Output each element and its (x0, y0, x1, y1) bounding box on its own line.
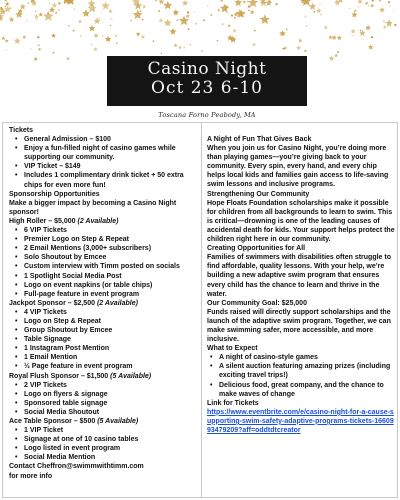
strengthening-heading: Strengthening Our Community (207, 190, 310, 198)
gold-dot-icon (269, 0, 271, 2)
vip-ticket-description: • Includes 1 complimentary drink ticket + 50 extra chips for even more fun! (9, 171, 199, 189)
gold-star-icon (183, 47, 185, 49)
gold-star-icon (217, 9, 220, 12)
gold-star-icon (66, 57, 70, 61)
gold-star-icon (52, 2, 58, 8)
gold-star-icon (82, 9, 90, 17)
gold-star-icon (285, 28, 288, 31)
gold-dot-icon (384, 22, 385, 23)
gold-dot-icon (116, 42, 118, 44)
gold-dot-icon (349, 8, 350, 9)
general-admission-description: • Enjoy a fun-filled night of casino games while supporting our community. (9, 144, 199, 162)
strengthening-paragraph: Hope Floats Foundation scholarships make it possible for children from all backgrounds to learn to swim. This is critical—drowning is one of the leading causes of accidental death for kids. Your support helps protect the children right here in our community. (207, 199, 395, 244)
jackpot-benefits (9, 308, 199, 372)
gold-star-icon (141, 35, 145, 39)
creating-opportunities-heading: Creating Opportunities for All (207, 245, 306, 253)
gold-dot-icon (47, 13, 48, 14)
gold-star-icon (74, 8, 76, 10)
gold-star-icon (250, 10, 254, 14)
gold-star-icon (9, 17, 15, 22)
benefit-item: • 2 VIP Tickets (9, 381, 199, 390)
gold-star-icon (252, 42, 256, 46)
gold-star-icon (210, 14, 213, 17)
gold-dot-icon (372, 0, 374, 2)
benefit-item: • 1 Email Mention (9, 353, 199, 362)
what-to-expect-list (207, 353, 395, 398)
gold-star-icon (176, 19, 178, 21)
gold-star-icon (242, 0, 246, 4)
gold-star-icon (22, 35, 26, 39)
gold-dot-icon (393, 11, 394, 12)
gold-star-icon (365, 25, 371, 31)
gold-star-icon (30, 48, 32, 50)
contact-line: Contact Cheffron@swimmwithtimm.com (9, 463, 144, 471)
benefit-item: • 1 Spotlight Social Media Post (9, 272, 199, 281)
ace-table-benefits (9, 426, 199, 462)
gold-dot-icon (388, 1, 390, 3)
gold-star-icon (130, 19, 132, 21)
gold-star-icon (101, 2, 110, 10)
gold-star-icon (324, 25, 329, 29)
title-banner (107, 56, 307, 106)
gold-dot-icon (49, 3, 50, 4)
event-date: Oct 23 6-10 (151, 78, 263, 98)
expect-item: • A night of casino-style games (207, 353, 395, 362)
gold-star-icon (58, 9, 61, 11)
ticket-link[interactable]: https://www.eventbrite.com/e/casino-night-for-a-cause-supporting-swim-safety-adaptive-programs-tickets-1660993479209?aff=oddtdtcreator (207, 408, 394, 434)
gold-star-icon (109, 24, 111, 26)
gold-star-icon (98, 18, 100, 20)
gold-star-icon (15, 10, 23, 18)
gold-star-icon (34, 14, 39, 19)
gold-star-icon (331, 35, 336, 40)
gold-dot-icon (231, 14, 233, 16)
gold-dot-icon (38, 45, 39, 46)
gold-star-icon (296, 45, 301, 50)
gold-star-icon (234, 16, 237, 19)
community-goal-heading: Our Community Goal: $25,000 (207, 299, 307, 307)
benefit-item: • 2 Email Mentions (3,000+ subscribers) (9, 244, 199, 253)
gold-star-icon (220, 0, 225, 2)
gold-star-icon (1, 36, 5, 40)
benefit-item: • 6 VIP Tickets (9, 226, 199, 235)
gold-star-icon (383, 20, 385, 22)
gold-star-icon (378, 0, 383, 2)
gold-dot-icon (27, 20, 28, 21)
gold-star-icon (298, 38, 302, 42)
gold-dot-icon (203, 19, 205, 21)
gold-star-icon (51, 33, 56, 38)
gold-star-icon (20, 4, 26, 10)
sponsorship-heading: Sponsorship Opportunities (9, 190, 100, 198)
gold-dot-icon (275, 3, 277, 5)
gold-dot-icon (37, 36, 39, 38)
general-admission-price: • General Admission – $100 (9, 135, 199, 144)
benefit-item: • 1 Instagram Post Mention (9, 344, 199, 353)
gold-star-icon (220, 4, 229, 13)
gold-star-icon (142, 5, 146, 9)
high-roller-tier: High Roller – $5,000 (2 Available) (9, 217, 119, 225)
benefit-item: • Logo on flyers & signage (9, 390, 199, 399)
gold-star-icon (309, 3, 316, 10)
gold-star-icon (337, 35, 342, 40)
gold-star-icon (152, 40, 155, 42)
gold-dot-icon (161, 53, 162, 54)
fun-gives-back-heading: A Night of Fun That Gives Back (207, 136, 312, 143)
gold-dot-icon (158, 10, 160, 12)
gold-dot-icon (394, 24, 396, 26)
gold-star-icon (350, 28, 356, 33)
gold-dot-icon (365, 3, 367, 5)
gold-star-icon (159, 18, 164, 22)
gold-star-icon (43, 11, 54, 21)
what-to-expect-heading: What to Expect (207, 345, 258, 353)
benefit-item: • Sponsored table signage (9, 399, 199, 408)
gold-star-icon (383, 25, 386, 28)
content-table (2, 122, 398, 498)
gold-star-icon (4, 0, 8, 2)
benefit-item: • Logo listed in event program (9, 444, 199, 453)
gold-dot-icon (306, 25, 307, 26)
gold-star-icon (334, 54, 338, 58)
gold-star-icon (260, 14, 270, 24)
gold-star-icon (5, 39, 9, 43)
gold-star-icon (163, 1, 172, 10)
benefit-item: • Custom interview with Timm posted on socials (9, 262, 199, 271)
gold-star-icon (260, 0, 268, 6)
gold-dot-icon (302, 2, 303, 3)
benefit-item: • Social Media Shoutout (9, 408, 199, 417)
high-roller-benefits (9, 226, 199, 299)
gold-star-icon (5, 2, 9, 6)
gold-star-icon (111, 18, 113, 20)
benefit-item: • Signage at one of 10 casino tables (9, 435, 199, 444)
gold-dot-icon (10, 7, 11, 8)
gold-star-icon (39, 12, 44, 16)
gold-star-icon (105, 36, 112, 42)
benefit-item: • Group Shoutout by Emcee (9, 326, 199, 335)
gold-star-icon (80, 35, 82, 37)
tickets-heading: Tickets (9, 127, 33, 134)
benefit-item: • 4 VIP Tickets (9, 308, 199, 317)
gold-dot-icon (53, 52, 55, 54)
gold-star-icon (72, 29, 75, 32)
gold-star-icon (279, 30, 286, 37)
more-info-line: for more info (9, 472, 53, 480)
gold-star-icon (34, 57, 38, 61)
benefit-item: • Full-page feature in event program (9, 290, 199, 299)
gold-star-icon (232, 29, 236, 33)
community-goal-paragraph: Funds raised will directly support scholarships and the launch of the adaptive swim program. Together, we can make swimming safer, more accessible, and more inclusive. (207, 308, 391, 344)
gold-dot-icon (115, 35, 117, 37)
gold-star-icon (93, 33, 98, 38)
gold-dot-icon (248, 10, 250, 12)
gold-star-icon (78, 19, 83, 23)
gold-dot-icon (282, 48, 284, 50)
gold-star-icon (49, 7, 55, 13)
ace-table-tier: Ace Table Sponsor – $500 (5 Available) (9, 418, 139, 425)
sponsorship-intro: Make a bigger impact by becoming a Casino Night sponsor! (9, 199, 177, 216)
benefit-item: • 1 VIP Ticket (9, 426, 199, 435)
gold-dot-icon (195, 11, 196, 12)
gold-star-icon (164, 19, 172, 27)
gold-dot-icon (231, 37, 232, 38)
gold-star-icon (195, 22, 198, 25)
gold-star-icon (368, 44, 374, 50)
gold-star-icon (227, 24, 231, 27)
link-for-tickets-heading: Link for Tickets (207, 399, 259, 407)
gold-dot-icon (102, 35, 103, 36)
vip-ticket-price: • VIP Ticket – $149 (9, 162, 199, 171)
gold-dot-icon (39, 48, 41, 50)
gold-dot-icon (93, 9, 94, 10)
gold-star-icon (358, 6, 360, 8)
column-divider (201, 123, 202, 497)
gold-star-icon (352, 35, 354, 37)
gold-dot-icon (371, 36, 373, 38)
gold-star-icon (182, 0, 188, 6)
gold-star-icon (320, 13, 322, 15)
gold-star-icon (379, 7, 385, 12)
gold-star-icon (178, 45, 182, 49)
gold-star-icon (234, 0, 242, 6)
gold-star-icon (35, 10, 37, 12)
benefit-item: • Logo on Step & Repeat (9, 317, 199, 326)
gold-dot-icon (226, 5, 228, 7)
tickets-sponsorship-column (9, 126, 199, 481)
expect-item: • Delicious food, great company, and the chance to make waves of change (207, 381, 395, 399)
gold-dot-icon (190, 44, 191, 45)
expect-item: • A silent auction featuring amazing prizes (including exciting travel trips!) (207, 362, 395, 380)
gold-dot-icon (368, 5, 369, 6)
benefit-item: • ½ Page feature in event program (9, 362, 199, 371)
gold-star-icon (155, 0, 158, 1)
event-title: Casino Night (147, 59, 267, 79)
benefit-item: • Premier Logo on Step & Repeat (9, 235, 199, 244)
gold-dot-icon (55, 12, 57, 14)
gold-star-icon (89, 25, 96, 31)
gold-star-icon (158, 0, 164, 4)
gold-star-icon (136, 32, 141, 37)
benefit-item: • Logo on event napkins (or table chips) (9, 281, 199, 290)
royal-flush-tier: Royal Flush Sponsor – $1,500 (5 Available) (9, 372, 152, 380)
gold-star-icon (385, 19, 393, 26)
gold-dot-icon (6, 50, 7, 51)
gold-star-icon (27, 2, 29, 4)
gold-dot-icon (0, 8, 2, 10)
gold-star-icon (36, 19, 38, 21)
gold-star-icon (329, 55, 335, 61)
gold-dot-icon (389, 6, 390, 7)
about-event-column (207, 135, 395, 435)
gold-star-icon (254, 29, 257, 32)
gold-star-icon (207, 5, 209, 7)
gold-star-icon (173, 9, 180, 15)
event-venue: Toscana Forno Peabody, MA (158, 111, 256, 119)
gold-star-icon (221, 23, 224, 26)
gold-star-icon (170, 28, 177, 35)
gold-dot-icon (304, 50, 306, 52)
gold-star-icon (174, 43, 178, 47)
gold-dot-icon (360, 30, 362, 32)
gold-star-icon (357, 0, 362, 4)
gold-dot-icon (320, 4, 321, 5)
gold-star-icon (14, 37, 21, 44)
intro-paragraph: When you join us for Casino Night, you’re doing more than playing games—you’re giving back to your community. Every spin, every hand, and every chip helps local kids and families gain access to life-saving swim lessons and inclusive programs. (207, 145, 389, 189)
benefit-item: • Table Signage (9, 335, 199, 344)
gold-star-icon (353, 9, 357, 13)
event-header (0, 0, 400, 120)
gold-dot-icon (305, 16, 306, 17)
gold-dot-icon (313, 11, 315, 13)
gold-star-icon (185, 14, 190, 19)
gold-dot-icon (188, 28, 190, 30)
gold-star-icon (108, 9, 113, 13)
gold-dot-icon (201, 50, 202, 51)
gold-dot-icon (187, 11, 189, 13)
gold-dot-icon (39, 45, 40, 46)
benefit-item: • Solo Shoutout by Emcee (9, 253, 199, 262)
gold-dot-icon (142, 19, 144, 21)
gold-star-icon (140, 10, 142, 12)
gold-star-icon (370, 3, 374, 7)
gold-star-icon (316, 8, 321, 13)
royal-flush-benefits (9, 381, 199, 417)
benefit-item: • Social Media Mention (9, 453, 199, 462)
gold-dot-icon (227, 12, 228, 13)
jackpot-tier: Jackpot Sponsor – $2,500 (2 Available) (9, 299, 138, 307)
gold-star-icon (91, 43, 94, 45)
gold-star-icon (57, 1, 61, 5)
creating-opportunities-paragraph: Families of swimmers with disabilities often struggle to find affordable, quality lessons. With your help, we’re building a new adaptive swim program that ensures every child has the chance to learn and thrive in the water. (207, 254, 391, 298)
gold-dot-icon (217, 40, 219, 42)
gold-dot-icon (337, 51, 339, 53)
gold-dot-icon (68, 25, 69, 26)
gold-star-icon (93, 47, 97, 51)
